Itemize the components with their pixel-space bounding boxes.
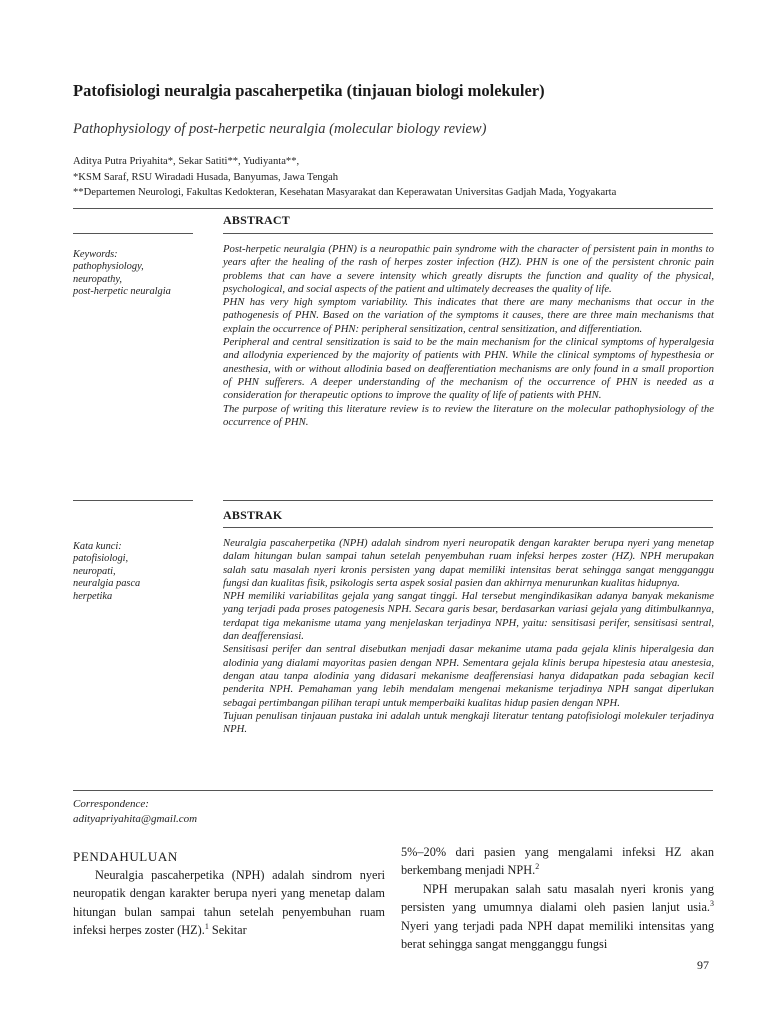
- keyword: pathophysiology,: [73, 261, 144, 273]
- correspondence-email[interactable]: adityapriyahita@gmail.com: [73, 813, 198, 825]
- affiliation-1: *KSM Saraf, RSU Wiradadi Husada, Banyumas, Jawa Tengah: [73, 172, 339, 183]
- abstract-paragraph: Peripheral and central sensitization is said to be the main mechanism for the clinical symptoms of hyperalgesia and allodynia experienced by the majority of patients with PHN. While the clinical symptoms of hypesthesia or anesthesia, with or without allodinia based on deafferentiation mechanisms are only found in a small proportion of PHN sufferers. A deeper understanding of the mechanism of the occurrence of PHN is needed as a consideration for therapeutic options to improve the quality of life of patients with PHN.: [223, 336, 714, 402]
- intro-text: Neuralgia pascaherpetika (NPH) adalah sindrom nyeri neuropatik dengan karakter berupa nyeri yang menetap dalam hitungan bulan sampai tahun setelah penyembuhan ruam infeksi herpes zoster (HZ).: [73, 868, 385, 938]
- keywords-label: Kata kunci:: [73, 541, 122, 552]
- rule-keywords: [73, 233, 193, 234]
- citation[interactable]: 3: [710, 899, 714, 909]
- citation[interactable]: 2: [535, 862, 540, 872]
- rule-abstrak: [223, 527, 713, 528]
- article-subtitle: Pathophysiology of post-herpetic neuralgia (molecular biology review): [73, 121, 487, 137]
- keywords-block: [73, 249, 171, 299]
- keyword: post-herpetic neuralgia: [73, 286, 171, 298]
- intro-left-column: [73, 866, 385, 940]
- correspondence: [73, 797, 197, 827]
- keyword: herpetika: [73, 590, 113, 602]
- keywords-label: Keywords:: [73, 249, 118, 260]
- rule-abstrak-top: [223, 500, 713, 501]
- abstract-paragraph: The purpose of writing this literature review is to review the literature on the molecular pathophysiology of the occurrence of PHN.: [223, 402, 714, 428]
- article-title: Patofisiologi neuralgia pascaherpetika (tinjauan biologi molekuler): [73, 81, 545, 100]
- rule-abstract: [223, 233, 713, 234]
- abstrak-paragraph: NPH memiliki variabilitas gejala yang sangat tinggi. Hal tersebut mengindikasikan adanya banyak mekanisme yang terjadi pada proses patogenesis NPH. Secara garis besar, berdasarkan variasi gejala yang ditimbulkannya, terdapat tiga mekanisme utama yang menjelaskan terjadinya NPH, yaitu: sensitisasi perifer, sensitisasi sentral, dan deafferensiasi.: [223, 590, 714, 643]
- abstrak-paragraph: Tujuan penulisan tinjauan pustaka ini adalah untuk mengkaji literatur tentang patofisiologi molekuler terjadinya NPH.: [223, 709, 714, 736]
- intro-text: 5%–20% dari pasien yang mengalami infeksi HZ akan berkembang menjadi NPH.: [401, 845, 714, 878]
- affiliation-2: **Departemen Neurologi, Fakultas Kedokteran, Kesehatan Masyarakat dan Keperawatan Universitas Gadjah Mada, Yogyakarta: [73, 187, 617, 198]
- abstract-paragraph: Post-herpetic neuralgia (PHN) is a neuropathic pain syndrome with the character of persistent pain in months to years after the healing of the rash of herpes zoster infection (HZ). PHN is one of the persistent chronic pain problems that can have a severe intensity which greatly disrupts the function and quality of the physical, psychological, and social aspects of the patient and ultimately decreases the quality of life.: [223, 243, 714, 295]
- kata-kunci-block: [73, 541, 140, 603]
- keyword: neuropathy,: [73, 273, 122, 285]
- abstract-body: [223, 243, 714, 429]
- keyword: neuralgia pasca: [73, 578, 141, 590]
- abstrak-paragraph: Sensitisasi perifer dan sentral disebutkan menjadi dasar mekanime utama pada gejala klinis hiperalgesia dan alodinia yang dialami mayoritas pasien dengan NPH. Sementara gejala klinis berupa hipestesia atau anestesia, dengan atau tanpa alodinia yang didasari mekanisme deafferensiasi hanya didapatkan pada sebagian kecil penderita NPH. Pemahaman yang lebih mendalam mengenai mekanisme terjadinya NPH sangat diperlukan sebagai pertimbangan pilihan terapi untuk memperbaiki kualitas hidup pasien dengan NPH.: [223, 643, 714, 709]
- author-list: Aditya Putra Priyahita*, Sekar Satiti**, Yudiyanta**,: [73, 156, 300, 167]
- abstract-heading: ABSTRACT: [223, 213, 290, 227]
- intro-right-column: [401, 843, 714, 953]
- intro-heading: PENDAHULUAN: [73, 849, 178, 864]
- keyword: neuropati,: [73, 565, 116, 577]
- keyword: patofisiologi,: [73, 553, 129, 565]
- page-number: 97: [697, 958, 709, 972]
- abstrak-paragraph: Neuralgia pascaherpetika (NPH) adalah sindrom nyeri neuropatik dengan karakter berupa nyeri yang menetap dalam hitungan bulan sampai tahun setelah penyembuhan ruam infeksi herpes zoster (HZ). NPH merupakan salah satu masalah nyeri kronis persisten yang dapat memiliki intensitas berat sehingga sangat mengganggu fungsi dan kualitas fisik, psikologis serta aspek sosial pasien dan akhirnya menurunkan kualitas hidupnya.: [223, 537, 714, 589]
- correspondence-label: Correspondence:: [73, 798, 149, 810]
- rule-bottom: [73, 790, 713, 791]
- intro-text: Sekitar: [208, 923, 247, 938]
- rule-top: [73, 208, 713, 209]
- intro-text: Nyeri yang terjadi pada NPH dapat memiliki intensitas yang berat sehingga sangat mengganggu fungsi: [401, 918, 714, 952]
- citation[interactable]: 1: [204, 922, 209, 932]
- abstrak-heading: ABSTRAK: [223, 508, 283, 522]
- intro-text: NPH merupakan salah satu masalah nyeri kronis yang persisten yang umumnya dialami oleh pasien lanjut usia.: [401, 881, 714, 915]
- rule-abstrak-left: [73, 500, 193, 501]
- abstrak-body: [223, 537, 714, 736]
- abstract-paragraph: PHN has very high symptom variability. This indicates that there are many mechanisms that occur in the pathogenesis of PHN. Based on the variation of the symptoms it causes, there are three main mechanisms that explain the occurrence of PHN: peripheral sensitization, central sensitization, and differentiation.: [223, 296, 714, 335]
